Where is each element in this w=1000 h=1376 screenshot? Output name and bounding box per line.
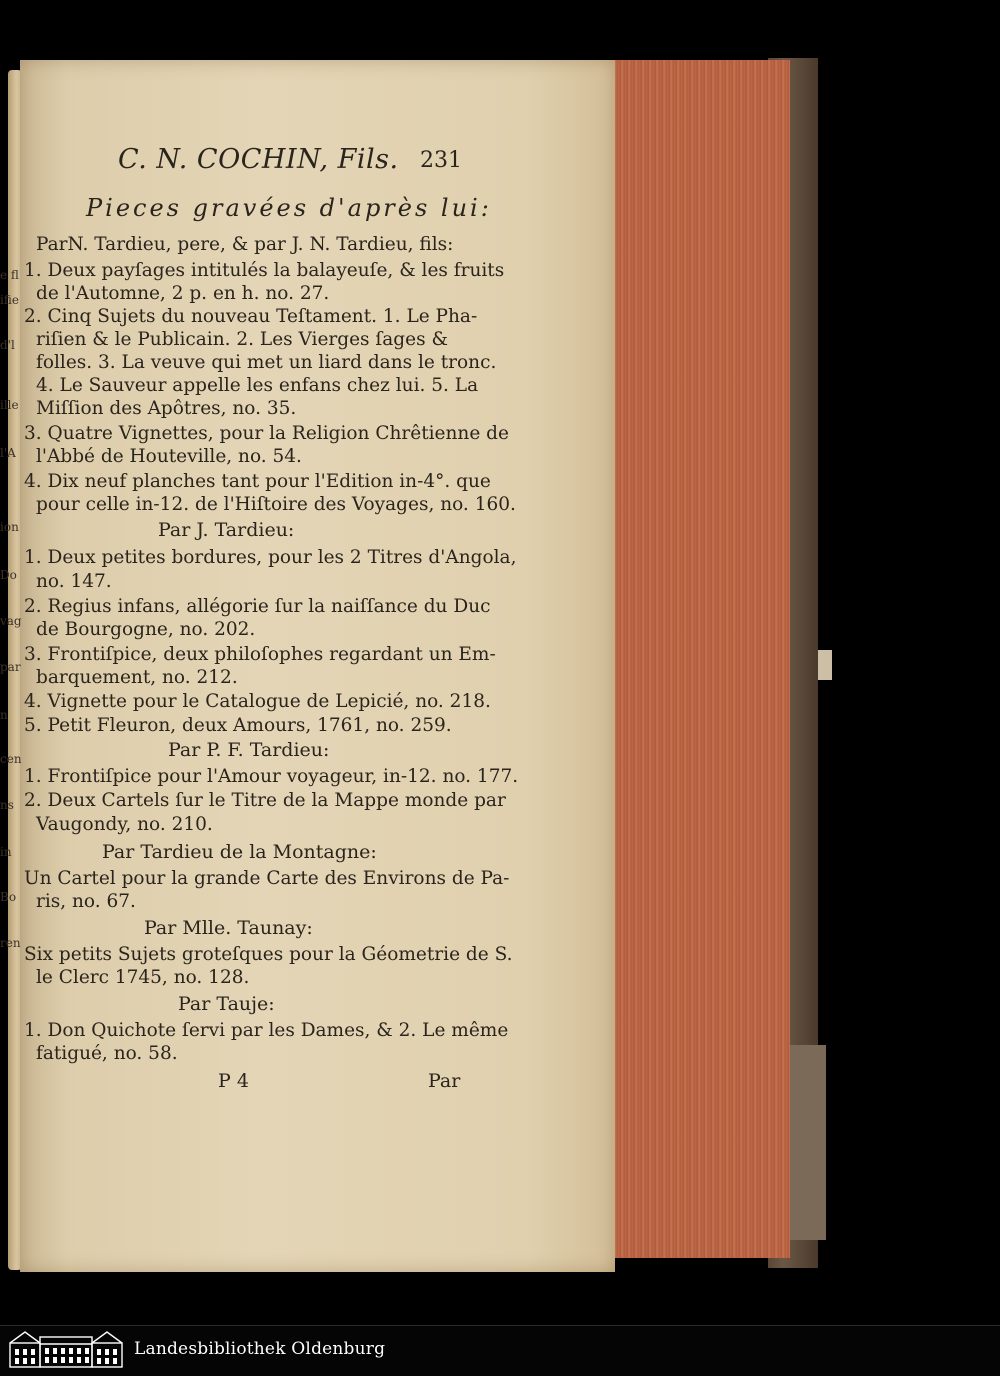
text-line: fatigué, no. 58. <box>36 1043 178 1064</box>
text-line: 2. Deux Cartels ſur le Titre de la Mappe monde par <box>24 790 506 811</box>
red-fore-edge <box>608 60 790 1258</box>
spine-paper-tab <box>818 650 832 680</box>
text-line: 1. Frontiſpice pour l'Amour voyageur, in-12. no. 177. <box>24 766 519 787</box>
subheading: Par P. F. Tardieu: <box>168 739 330 761</box>
subheading: Par Mlle. Taunay: <box>144 917 313 939</box>
subheading: Par Tauje: <box>178 993 275 1015</box>
text-line: de l'Automne, 2 p. en h. no. 27. <box>36 283 330 304</box>
text-line: ParN. Tardieu, pere, & par J. N. Tardieu, fils: <box>36 234 454 255</box>
margin-fragment: ille <box>0 398 19 412</box>
text-line: 4. Vignette pour le Catalogue de Lepicié, no. 218. <box>24 691 491 712</box>
page-number: 231 <box>420 148 462 173</box>
signature-mark: P 4 <box>218 1070 249 1092</box>
library-name: Landesbibliothek Oldenburg <box>134 1339 386 1359</box>
text-line: 2. Regius infans, allégorie ſur la naiſſance du Duc <box>24 596 491 617</box>
text-line: 3. Frontiſpice, deux philoſophes regardant un Em- <box>24 644 496 665</box>
margin-fragment: Bo <box>0 890 17 904</box>
margin-fragment: ifie <box>0 293 19 307</box>
text-line: Six petits Sujets groteſques pour la Géometrie de S. <box>24 944 513 965</box>
text-line: 4. Dix neuf planches tant pour l'Edition in-4°. que <box>24 471 491 492</box>
library-building-icon <box>8 1329 126 1369</box>
text-line: l'Abbé de Houteville, no. 54. <box>36 446 302 467</box>
running-head: C. N. COCHIN, Fils. <box>118 144 399 175</box>
text-line: 1. Don Quichote ſervi par les Dames, & 2. Le même <box>24 1020 509 1041</box>
margin-fragment: ren <box>0 936 21 950</box>
subheading: Par J. Tardieu: <box>158 519 295 541</box>
margin-fragment: vag <box>0 614 22 628</box>
text-line: 3. Quatre Vignettes, pour la Religion Chrêtienne de <box>24 423 509 444</box>
text-line: 5. Petit Fleuron, deux Amours, 1761, no. 259. <box>24 715 452 736</box>
catchword: Par <box>428 1070 461 1092</box>
book-page <box>20 60 615 1272</box>
text-line: no. 147. <box>36 571 112 592</box>
text-line: Miſſion des Apôtres, no. 35. <box>36 398 297 419</box>
text-line: Vaugondy, no. 210. <box>36 814 213 835</box>
section-title: Pieces gravées d'après lui: <box>86 194 492 222</box>
margin-fragment: par <box>0 660 21 674</box>
margin-fragment: n <box>0 708 8 722</box>
text-line: 2. Cinq Sujets du nouveau Teſtament. 1. Le Pha- <box>24 306 478 327</box>
text-line: de Bourgogne, no. 202. <box>36 619 256 640</box>
margin-fragment: e fl <box>0 268 19 282</box>
text-line: le Clerc 1745, no. 128. <box>36 967 250 988</box>
margin-fragment: in <box>0 845 12 859</box>
margin-fragment: cen <box>0 752 22 766</box>
text-line: riſien & le Publicain. 2. Les Vierges ſages & <box>36 329 448 350</box>
margin-fragment: d'l <box>0 338 15 352</box>
text-line: pour celle in-12. de l'Hiſtoire des Voyages, no. 160. <box>36 494 516 515</box>
library-banner <box>0 1325 1000 1376</box>
margin-fragment: ion <box>0 520 19 534</box>
margin-fragment: ns <box>0 798 14 812</box>
text-line: 1. Deux payſages intitulés la balayeuſe, & les fruits <box>24 260 505 281</box>
text-line: Un Cartel pour la grande Carte des Environs de Pa- <box>24 868 510 889</box>
margin-fragment: l'A <box>0 446 16 460</box>
text-line: folles. 3. La veuve qui met un liard dans le tronc. <box>36 352 497 373</box>
text-line: 1. Deux petites bordures, pour les 2 Titres d'Angola, <box>24 547 517 568</box>
margin-fragment: Do <box>0 568 17 582</box>
text-line: 4. Le Sauveur appelle les enfans chez lui. 5. La <box>36 375 479 396</box>
text-line: ris, no. 67. <box>36 891 136 912</box>
page-text <box>20 60 615 1272</box>
subheading: Par Tardieu de la Montagne: <box>102 841 377 863</box>
text-line: barquement, no. 212. <box>36 667 238 688</box>
